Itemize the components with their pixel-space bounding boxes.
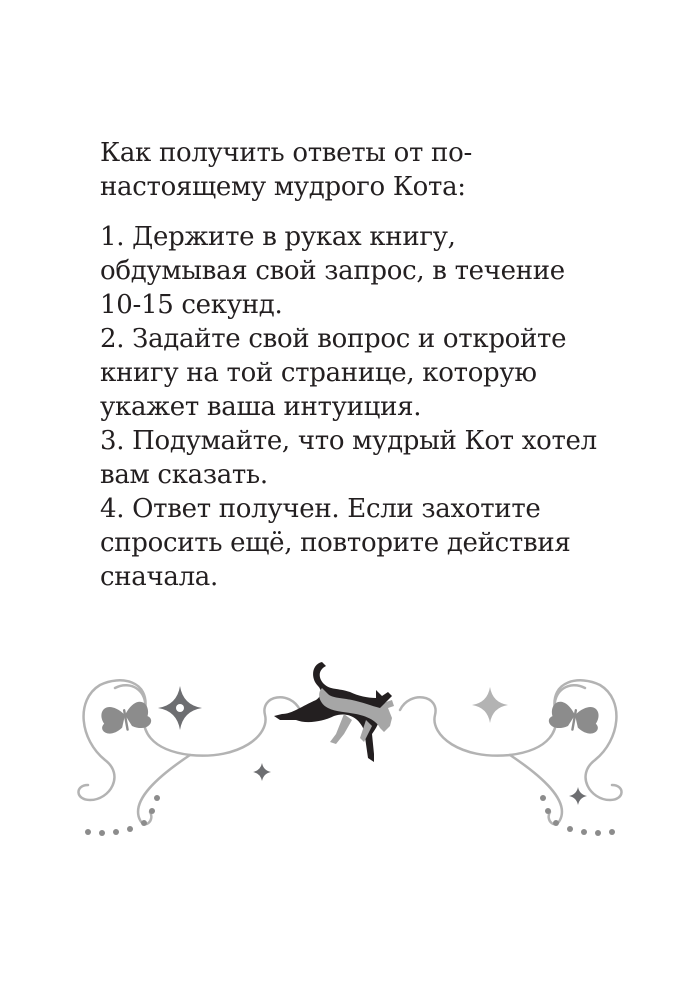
butterfly-icon <box>548 700 602 735</box>
step-item: 4. Ответ получен. Если захотите спросить ещё, повторите действия сначала. <box>100 494 571 592</box>
step-item: 2. Задайте свой вопрос и откройте книгу на той странице, которую укажет ваша интуиция. <box>100 324 567 422</box>
step-item: 3. Подумайте, что мудрый Кот хотел вам сказать. <box>100 426 597 490</box>
cat-icon <box>274 662 394 762</box>
sparkle-icon <box>472 687 508 723</box>
steps-list <box>100 220 600 594</box>
left-swirl-icon <box>78 680 300 824</box>
sparkle-icon <box>158 686 202 730</box>
butterfly-icon <box>99 700 153 735</box>
dot-icon <box>85 795 160 836</box>
decorative-ornament <box>60 650 640 850</box>
intro-paragraph: Как получить ответы от по-настоящему мудрого Кота: <box>100 138 472 202</box>
step-item: 1. Держите в руках книгу, обдумывая свой запрос, в течение 10-15 секунд. <box>100 222 565 320</box>
sparkle-icon <box>569 787 587 805</box>
instructions-text <box>100 136 600 594</box>
right-swirl-icon <box>400 680 622 824</box>
sparkle-icon <box>253 763 271 781</box>
